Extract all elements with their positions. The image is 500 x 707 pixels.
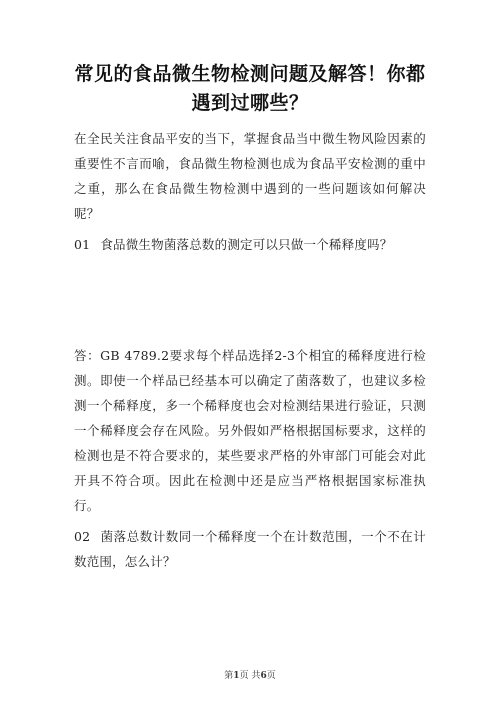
question-2 xyxy=(74,524,426,574)
question-1 xyxy=(74,232,426,257)
question-2-text: 菌落总数计数同一个稀释度一个在计数范围，一个不在计数范围，怎么计？ xyxy=(74,529,426,569)
answer-1: 答：GB 4789.2要求每个样品选择2-3个相宜的稀释度进行检测。即使一个样品已经基本可以确定了菌落数了，也建议多检测一个稀释度，多一个稀释度也会对检测结果进行验证，只测一个稀释度会存在风险。另外假如严格根据国标要求，这样的检测也是不符合要求的，某些要求严格的外审部门可能会对此开具不符合项。因此在检测中还是应当严格根据国家标准执行。 xyxy=(74,348,426,513)
title-line-1: 常见的食品微生物检测问题及解答！你都 xyxy=(74,63,426,85)
footer-suffix: 页 xyxy=(266,671,276,681)
footer-current-page: 1 xyxy=(233,671,240,681)
question-2-number: 02 xyxy=(74,529,91,544)
footer-prefix: 第 xyxy=(224,671,234,681)
footer-total-pages: 6 xyxy=(260,671,267,681)
intro-paragraph: 在全民关注食品平安的当下，掌握食品当中微生物风险因素的重要性不言而喻，食品微生物检测也成为食品平安检测的重中之重，那么在食品微生物检测中遇到的一些问题该如何解决呢？ xyxy=(74,131,426,221)
page-footer xyxy=(0,668,500,681)
title-line-2: 遇到过哪些？ xyxy=(191,92,309,114)
question-1-text: 食品微生物菌落总数的测定可以只做一个稀释度吗？ xyxy=(100,237,393,252)
footer-middle: 页 共 xyxy=(239,671,261,681)
page-title xyxy=(60,60,440,118)
question-1-number: 01 xyxy=(74,237,91,252)
